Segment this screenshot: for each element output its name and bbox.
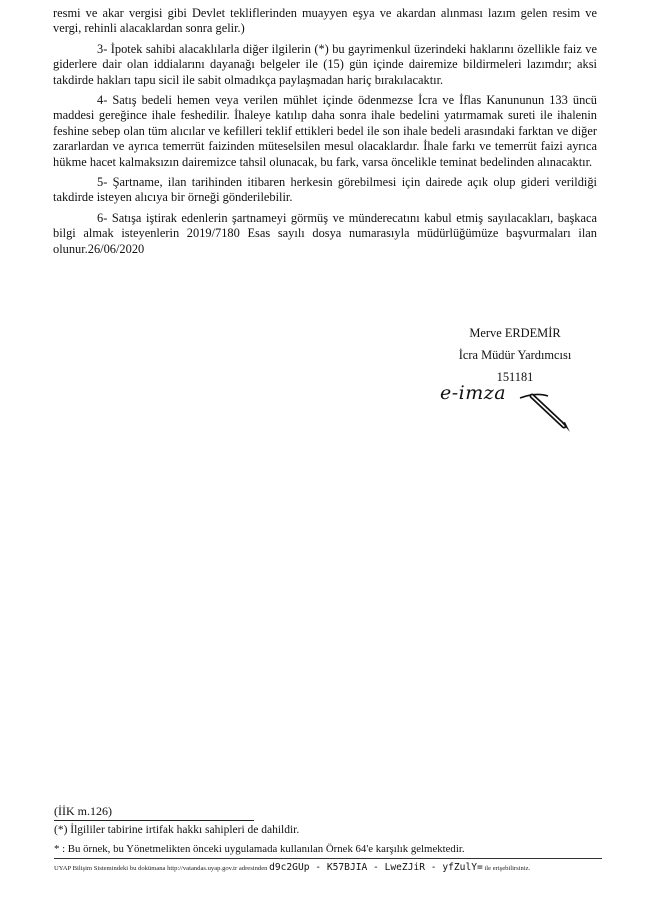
uyap-verification-code: d9c2GUp - K57BJIA - LweZJiR - yfZulY= [269,862,483,873]
law-reference: (İİK m.126) [54,804,112,818]
uyap-prefix-text: UYAP Bilişim Sistemindeki bu dokümana http://vatandas.uyap.gov.tr adresinden [54,865,268,872]
e-signature-label: e-imza [440,382,507,404]
document-body [53,6,597,262]
signer-number: 151181 [496,370,534,384]
paragraph-4-payment-terms: 4- Satış bedeli hemen veya verilen mühlet içinde ödenmezse İcra ve İflas Kanununun 133 üncü maddesi gereğince ihale feshedilir. İhaleye katılıp daha sonra ihale bedelini yatırmamak sureti ile ihalenin feshine sebep olan tüm alıcılar ve kefilleri teklif ettikleri bedel ile son ihale bedeli arasındaki farktan ve diğer zararlardan ve ayrıca temerrüt faizinden müteselsilen mesul olacaklardır. İhale farkı ve temerrüt faizi ayrıca hükme hacet kalmaksızın dairemizce tahsil olunacak, bu fark, varsa öncelikle teminat bedelinden alınacaktır. [53,93,597,169]
signer-title: İcra Müdür Yardımcısı [458,348,572,362]
uyap-suffix-text: ile erişebilirsiniz. [484,865,531,872]
paragraph-3-lien-holders: 3- İpotek sahibi alacaklılarla diğer ilgilerin (*) bu gayrimenkul üzerindeki haklarını özellikle faiz ve giderlere dair olan iddialarını dayanağı belgeler ile (15) gün içinde dairemize bildirmeleri lazımdır; aksi takdirde hakları tapu sicil ile sabit olmadıkça paylaşmadan hariç bırakılacaktır. [53,41,597,87]
paragraph-5-specification: 5- Şartname, ilan tarihinden itibaren herkesin görebilmesi için dairede açık olup gideri verildiği takdirde isteyen alıcıya bir örneği gönderilebilir. [53,175,597,205]
signature-block [430,322,600,388]
uyap-divider [54,858,602,859]
footnote-divider [54,820,254,821]
pen-icon [518,390,574,434]
footnote-example-form: * : Bu örnek, bu Yönetmelikten önceki uygulamada kullanılan Örnek 64'e karşılık gelmektedir. [54,843,465,855]
signer-name: Merve ERDEMİR [469,326,561,340]
paragraph-6-announcement: 6- Satışa iştirak edenlerin şartnameyi görmüş ve münderecatını kabul etmiş sayılacakları, başkaca bilgi almak isteyenlerin 2019/7180 Esas sayılı dosya numarasıyla müdürlüğümüze başvurmaları ilan olunur.26/06/2020 [53,210,597,256]
paragraph-continuation: resmi ve akar vergisi gibi Devlet tekliflerinden muayyen eşya ve akardan alınması lazım gelen resim ve vergi, rehinli alacaklardan sonra gelir.) [53,6,597,36]
uyap-verification [54,862,602,875]
footnote-interested-parties: (*) İlgililer tabirine irtifak hakkı sahipleri de dahildir. [54,824,300,836]
e-signature-mark [440,382,580,442]
